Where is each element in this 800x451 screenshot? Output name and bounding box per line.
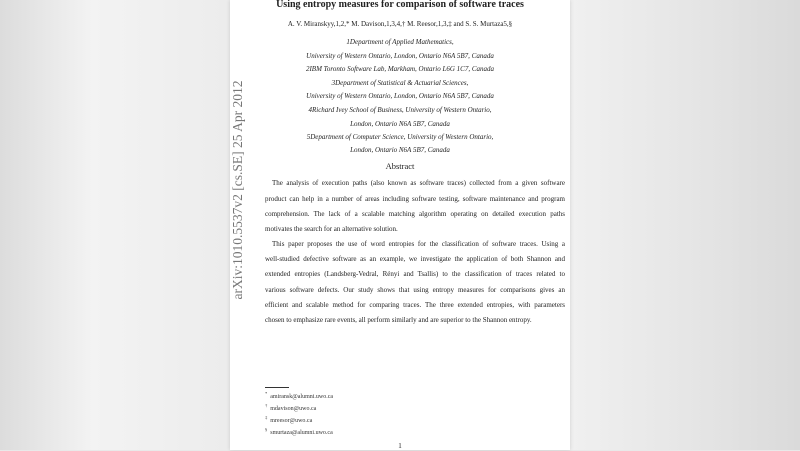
arxiv-identifier: arXiv:1010.5537v2 [cs.SE] 25 Apr 2012 bbox=[230, 80, 245, 300]
footnote bbox=[265, 391, 333, 400]
abstract-line: well-studied defective software as an example, we investigate the application of both Shannon and bbox=[265, 255, 565, 263]
abstract-line: The analysis of execution paths (also known as software traces) collected from a given software bbox=[272, 179, 565, 187]
footnote-mark: † bbox=[265, 403, 268, 408]
abstract-line: comprehension. The lack of a scalable matching algorithm operating on detailed execution paths bbox=[265, 210, 565, 218]
authors: A. V. Miranskyy,1,2,* M. Davison,1,3,4,† M. Reesor,1,3,‡ and S. S. Murtaza5,§ bbox=[287, 20, 513, 28]
blurred-background-left bbox=[0, 0, 230, 450]
affiliation-line: 1Department of Applied Mathematics, bbox=[346, 38, 454, 46]
footnote-rule bbox=[265, 387, 289, 388]
affiliation-line: University of Western Ontario, London, Ontario N6A 5B7, Canada bbox=[306, 92, 494, 100]
footnote-mark: ‡ bbox=[265, 415, 268, 420]
footnote bbox=[265, 415, 312, 424]
page-number: 1 bbox=[398, 442, 402, 450]
abstract-line: efficient and scalable method for comparing traces. The three extended entropies, with parameters bbox=[265, 301, 565, 309]
abstract-heading: Abstract bbox=[385, 161, 415, 171]
footnote bbox=[265, 403, 316, 412]
footnote bbox=[265, 427, 333, 436]
abstract-line: This paper proposes the use of word entropies for the classification of software traces. Using a bbox=[272, 240, 565, 248]
abstract-line: various software defects. Our study shows that using entropy measures for comparisons gives an bbox=[265, 286, 565, 294]
footnote-mark: * bbox=[265, 391, 268, 396]
affiliation-line: University of Western Ontario, London, Ontario N6A 5B7, Canada bbox=[306, 52, 494, 60]
abstract-line: extended entropies (Landsberg-Vedral, Rényi and Tsallis) to the classification of traces related to bbox=[265, 270, 565, 278]
footnote-email: mdavison@uwo.ca bbox=[270, 406, 317, 412]
affiliation-line: 4Richard Ivey School of Business, University of Western Ontario, bbox=[308, 106, 492, 114]
affiliation-line: 3Department of Statistical & Actuarial Sciences, bbox=[331, 79, 469, 87]
footnote-mark: § bbox=[265, 427, 268, 432]
abstract-line: motivates the search for an alternative solution. bbox=[265, 225, 398, 233]
footnote-email: amiransk@alumni.uwo.ca bbox=[270, 394, 334, 400]
affiliation-line: London, Ontario N6A 5B7, Canada bbox=[350, 120, 450, 128]
blurred-background-right bbox=[570, 0, 800, 450]
footnote-email: smurtaza@alumni.uwo.ca bbox=[270, 430, 333, 436]
abstract-line: chosen to emphasize rare events, all perform similarly and are superior to the Shannon entropy. bbox=[265, 316, 532, 324]
affiliation-line: 5Department of Computer Science, University of Western Ontario, bbox=[306, 133, 494, 141]
affiliation-line: 2IBM Toronto Software Lab, Markham, Ontario L6G 1C7, Canada bbox=[305, 65, 495, 73]
abstract-line: product can help in a number of areas including software testing, software maintenance and program bbox=[265, 195, 565, 203]
paper-title: Using entropy measures for comparison of software traces bbox=[276, 0, 524, 10]
affiliation-line: London, Ontario N6A 5B7, Canada bbox=[350, 146, 450, 154]
footnote-email: mreesor@uwo.ca bbox=[270, 418, 313, 424]
paper-page bbox=[230, 0, 570, 450]
